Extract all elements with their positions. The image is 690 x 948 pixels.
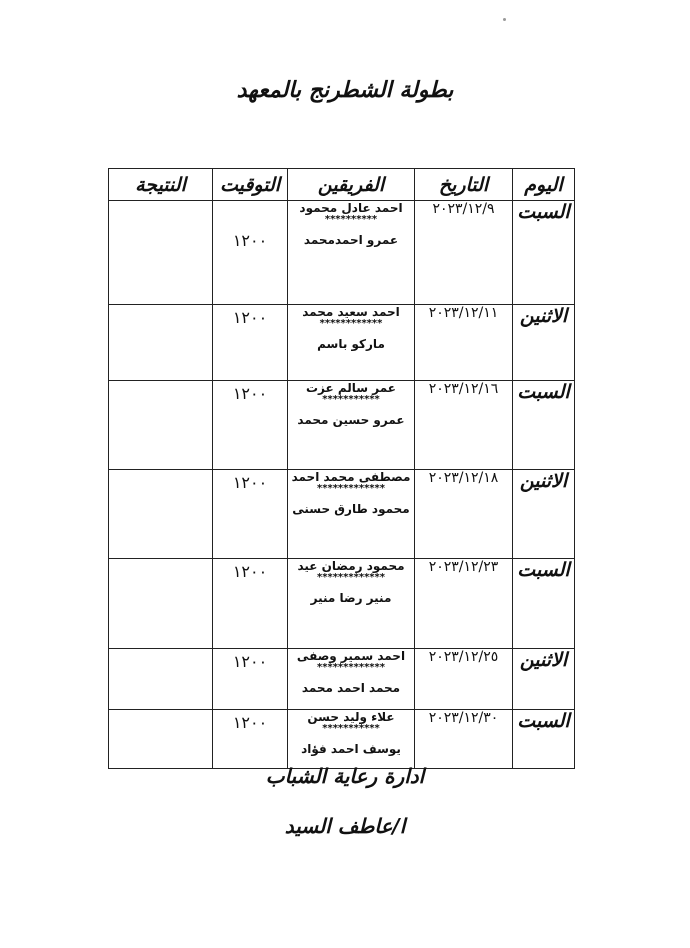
header-result: النتيجة — [109, 169, 213, 201]
cell-day: الاثنين — [513, 470, 575, 559]
header-date: التاريخ — [415, 169, 513, 201]
team-1: احمد سعيد محمد — [302, 305, 400, 319]
cell-date: ٢٠٢٣/١٢/١١ — [415, 305, 513, 381]
cell-result — [109, 305, 213, 381]
header-time: التوقيت — [213, 169, 288, 201]
cell-day: السبت — [513, 201, 575, 305]
team-2: ماركو باسم — [317, 337, 385, 351]
cell-time: ١٢٠٠ — [213, 559, 288, 649]
cell-teams — [288, 201, 415, 305]
cell-day: الاثنين — [513, 305, 575, 381]
table-row — [109, 381, 575, 470]
cell-date: ٢٠٢٣/١٢/٩ — [415, 201, 513, 305]
cell-teams — [288, 305, 415, 381]
cell-result — [109, 470, 213, 559]
cell-day: السبت — [513, 710, 575, 769]
team-1: احمد سمير وصفى — [296, 649, 406, 663]
cell-teams — [288, 710, 415, 769]
team-2: يوسف احمد فؤاد — [301, 742, 401, 756]
table-header-row — [109, 169, 575, 201]
cell-date: ٢٠٢٣/١٢/١٦ — [415, 381, 513, 470]
header-teams: الفريقين — [288, 169, 415, 201]
team-2: منير رضا منير — [310, 591, 392, 605]
cell-date: ٢٠٢٣/١٢/٢٥ — [415, 649, 513, 710]
table-row — [109, 305, 575, 381]
footer-signatory: ا/عاطف السيد — [284, 814, 406, 838]
team-separator: ************* — [317, 662, 385, 673]
cell-day: السبت — [513, 559, 575, 649]
team-2: عمرو احمدمحمد — [303, 233, 399, 247]
scan-speck — [503, 18, 506, 21]
cell-result — [109, 710, 213, 769]
cell-teams — [288, 649, 415, 710]
cell-result — [109, 649, 213, 710]
match-schedule-table — [108, 168, 575, 769]
header-day: اليوم — [513, 169, 575, 201]
team-2: محمود طارق حسنى — [292, 502, 410, 516]
team-1: عمر سالم عزت — [305, 381, 396, 395]
cell-time: ١٢٠٠ — [213, 201, 288, 305]
team-1: احمد عادل محمود — [299, 201, 403, 215]
team-separator: ************ — [319, 318, 383, 329]
cell-time: ١٢٠٠ — [213, 305, 288, 381]
team-separator: *********** — [322, 723, 380, 734]
cell-date: ٢٠٢٣/١٢/٣٠ — [415, 710, 513, 769]
cell-result — [109, 559, 213, 649]
cell-teams — [288, 470, 415, 559]
cell-time: ١٢٠٠ — [213, 381, 288, 470]
cell-time: ١٢٠٠ — [213, 710, 288, 769]
footer-department: ادارة رعاية الشباب — [265, 764, 425, 788]
cell-time: ١٢٠٠ — [213, 470, 288, 559]
cell-teams — [288, 381, 415, 470]
table-row — [109, 201, 575, 305]
cell-result — [109, 381, 213, 470]
cell-date: ٢٠٢٣/١٢/٢٣ — [415, 559, 513, 649]
cell-teams — [288, 559, 415, 649]
team-1: مصطفى محمد احمد — [291, 470, 411, 484]
team-separator: ********** — [324, 214, 378, 225]
table-row — [109, 470, 575, 559]
team-separator: *********** — [322, 394, 380, 405]
team-1: محمود رمضان عيد — [297, 559, 405, 573]
table-row — [109, 559, 575, 649]
page-title: بطولة الشطرنج بالمعهد — [236, 78, 454, 103]
cell-date: ٢٠٢٣/١٢/١٨ — [415, 470, 513, 559]
team-1: علاء وليد حسن — [307, 710, 395, 724]
team-2: محمد احمد محمد — [301, 681, 401, 695]
team-separator: ************* — [317, 572, 385, 583]
team-2: عمرو حسين محمد — [297, 413, 405, 427]
cell-time: ١٢٠٠ — [213, 649, 288, 710]
table-row — [109, 649, 575, 710]
team-separator: ************* — [317, 483, 385, 494]
cell-result — [109, 201, 213, 305]
cell-day: الاثنين — [513, 649, 575, 710]
table-row — [109, 710, 575, 769]
cell-day: السبت — [513, 381, 575, 470]
